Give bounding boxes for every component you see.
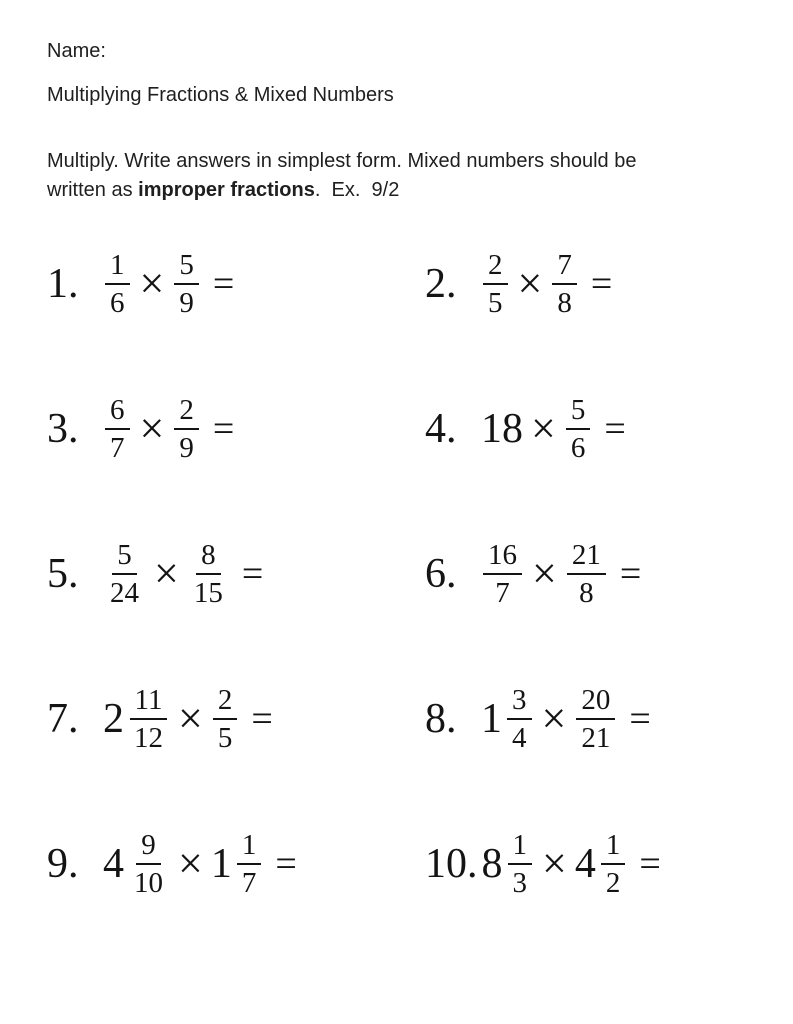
times-operator: ×: [541, 694, 567, 744]
denominator: 24: [110, 577, 139, 610]
fraction: [552, 249, 577, 320]
whole-number: 4: [574, 840, 596, 887]
instructions-line2-bold: improper fractions: [138, 179, 315, 201]
instructions-line1: Multiply. Write answers in simplest form. Mixed numbers should be: [47, 150, 637, 172]
numerator: 11: [130, 684, 168, 720]
instructions-line2-prefix: written as: [47, 179, 139, 201]
whole-number: 4: [103, 840, 124, 887]
numerator: 3: [507, 684, 532, 720]
numerator: 20: [576, 684, 615, 720]
whole-number: 2: [103, 696, 124, 743]
whole-number: 8: [481, 840, 503, 887]
times-operator: ×: [542, 838, 567, 888]
expression: [481, 249, 612, 320]
times-operator: ×: [139, 259, 165, 309]
fraction: [174, 249, 199, 320]
problem-number: 4.: [425, 406, 457, 453]
fraction: [566, 394, 591, 465]
times-operator: ×: [531, 404, 556, 454]
problem-6: [425, 539, 753, 610]
denominator: 6: [570, 432, 586, 465]
denominator: 15: [193, 577, 223, 610]
denominator: 7: [110, 432, 125, 465]
problem-7: [47, 684, 425, 755]
times-operator: ×: [178, 838, 203, 888]
worksheet-title: Multiplying Fractions & Mixed Numbers: [47, 84, 394, 106]
denominator: 12: [134, 722, 163, 755]
denominator: 21: [581, 722, 611, 755]
problem-number: 7.: [47, 696, 79, 743]
expression: [103, 539, 263, 610]
numerator: 5: [566, 394, 591, 430]
problem-1: [47, 249, 425, 320]
fraction: [213, 684, 238, 755]
equals-sign: =: [251, 698, 273, 741]
fraction: [105, 539, 144, 610]
fraction: [105, 394, 130, 465]
problem-8: [425, 684, 753, 755]
problem-number: 3.: [47, 406, 79, 453]
times-operator: ×: [178, 694, 203, 744]
name-label: Name:: [47, 40, 106, 62]
equals-sign: =: [639, 842, 661, 885]
fraction: [189, 539, 228, 610]
denominator: 8: [557, 287, 572, 320]
problem-3: [47, 394, 425, 465]
fraction: [576, 684, 615, 755]
problem-5: [47, 539, 425, 610]
expression: [103, 394, 234, 465]
problem-number: 8.: [425, 696, 457, 743]
numerator: 8: [196, 539, 221, 575]
problem-2: [425, 249, 753, 320]
fraction: [105, 249, 130, 320]
numerator: 2: [213, 684, 238, 720]
expression: [103, 249, 234, 320]
fraction: [507, 684, 532, 755]
instructions: [47, 147, 753, 205]
problem-4: [425, 394, 753, 465]
problem-10: [425, 829, 753, 900]
denominator: 6: [110, 287, 125, 320]
numerator: 9: [136, 829, 161, 865]
numerator: 21: [567, 539, 606, 575]
denominator: 3: [512, 866, 527, 899]
equals-sign: =: [590, 263, 613, 306]
problem-number: 1.: [47, 261, 79, 308]
denominator: 8: [579, 577, 594, 610]
instructions-line2: [47, 176, 753, 205]
times-operator: ×: [154, 549, 179, 599]
problem-number: 2.: [425, 261, 457, 308]
expression: [481, 684, 651, 755]
whole-number: 1: [210, 840, 232, 887]
whole-number: 1: [481, 696, 502, 743]
fraction: [483, 539, 522, 610]
times-operator: ×: [139, 404, 165, 454]
fraction: [237, 829, 262, 900]
equals-sign: =: [275, 842, 297, 885]
expression: [481, 394, 626, 465]
numerator: 5: [174, 249, 199, 285]
numerator: 1: [508, 829, 533, 865]
denominator: 5: [488, 287, 503, 320]
denominator: 7: [495, 577, 510, 610]
denominator: 4: [512, 722, 527, 755]
numerator: 2: [483, 249, 508, 285]
fraction: [508, 829, 533, 900]
numerator: 1: [237, 829, 262, 865]
expression: [103, 829, 297, 900]
times-operator: ×: [532, 549, 557, 599]
problem-number: 6.: [425, 551, 457, 598]
denominator: 5: [217, 722, 233, 755]
equals-sign: =: [241, 553, 264, 596]
denominator: 9: [179, 287, 194, 320]
denominator: 9: [179, 432, 194, 465]
equals-sign: =: [212, 408, 235, 451]
denominator: 10: [134, 866, 163, 899]
fraction: [483, 249, 508, 320]
equals-sign: =: [604, 408, 626, 451]
denominator: 7: [241, 866, 257, 899]
denominator: 2: [605, 866, 621, 899]
problems-grid: [47, 249, 753, 899]
expression: [103, 684, 273, 755]
expression: [482, 829, 661, 900]
numerator: 2: [174, 394, 199, 430]
problem-number: 10.: [425, 840, 478, 887]
equals-sign: =: [619, 553, 642, 596]
equals-sign: =: [212, 263, 235, 306]
problem-number: 5.: [47, 551, 79, 598]
fraction: [567, 539, 606, 610]
numerator: 5: [112, 539, 137, 575]
problem-9: [47, 829, 425, 900]
whole-number: 18: [481, 406, 523, 453]
expression: [481, 539, 641, 610]
fraction: [129, 829, 168, 900]
fraction: [174, 394, 199, 465]
problem-number: 9.: [47, 840, 79, 887]
numerator: 16: [483, 539, 522, 575]
numerator: 1: [601, 829, 626, 865]
fraction: [129, 684, 168, 755]
numerator: 7: [552, 249, 577, 285]
equals-sign: =: [629, 698, 651, 741]
numerator: 1: [105, 249, 130, 285]
fraction: [601, 829, 626, 900]
numerator: 6: [105, 394, 130, 430]
times-operator: ×: [517, 259, 543, 309]
instructions-line2-suffix: . Ex. 9/2: [314, 179, 400, 201]
